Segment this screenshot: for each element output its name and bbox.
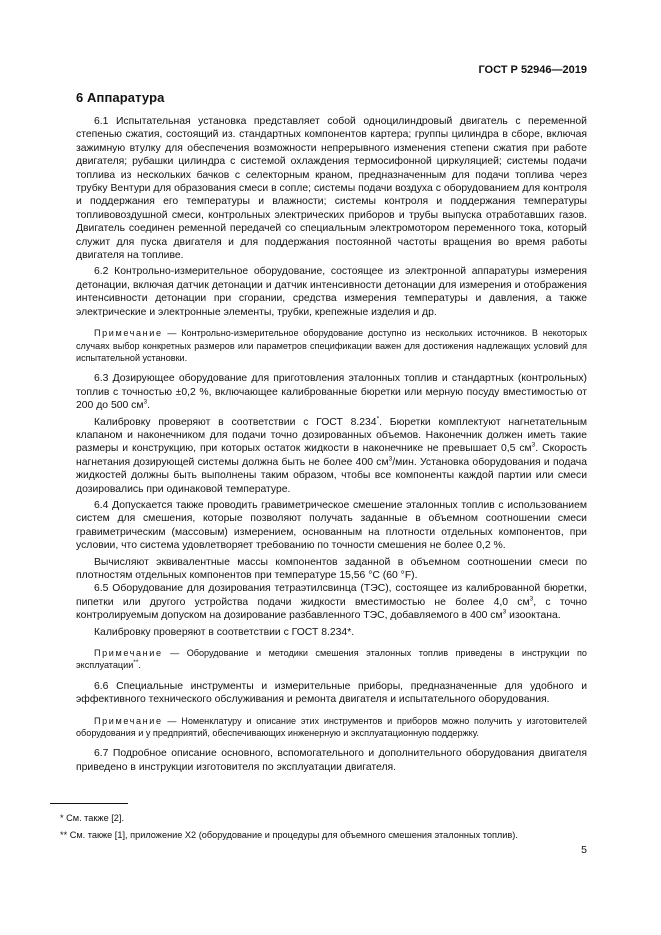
note-1	[76, 327, 587, 364]
text-run: 6.5 Оборудование для дозирования тетраэтилсвинца (ТЭС), состоящее из калиброванной бюретки, пипетки или другого устройства подачи жидкости вместимостью не более 4,0 см	[76, 583, 587, 608]
paragraph-6-1: 6.1 Испытательная установка представляет собой одноцилиндровый двигатель с переменной степенью сжатия, состоящий из. стандартных компонентов картера; группы цилиндра в сборе, включая зажимную втулку для обеспечения возможности непрерывного изменения степени сжатия при работе двигателя; рубашки цилиндра с системой охлаждения термосифонной циркуляцией; системы подачи топлива из нескольких бачков с селекторным краном, предназначенным для подачи топлива через трубку Вентури для образования смеси в сопле; системы подачи воздуха с оборудованием для контроля и поддержания его температуры и влажности; системы контроля и поддержания температуры топливовоздушной смеси, контрольных электрических приборов и трубы выпуска отработавших газов. Двигатель соединен ременной передачей со специальным электромотором переменного тока, который служит для пуска двигателя и для поддержания постоянной частоты вращения во время работы двигателя на топливе.	[76, 116, 587, 262]
superscript: 3	[143, 398, 148, 406]
footnote-ref: *	[376, 415, 380, 423]
superscript: 3	[388, 455, 393, 463]
paragraph-6-4: 6.4 Допускается также проводить гравиметрическое смешение эталонных топлив с использованием систем для смешения, которые позволяют получать заданные в объемном соотношении смеси гравиметрическим (массовым) измерением, основанным на плотности отдельных компонентов, при условии, что система удовлетворяет требованию по точности смешения не более 0,2 %.	[76, 499, 587, 552]
paragraph-6-3	[76, 372, 587, 412]
text-run: . Бюретки комплектуют нагнетательным клапаном и наконечником для подачи точно дозированных объемов. Наконечник должен иметь такие размеры и конструкцию, при которых остаток жидкости в наконечнике не превышает 0,5 см	[76, 416, 587, 455]
text-run: 6.3 Дозирующее оборудование для приготовления эталонных топлив и стандартных (контрольных) топлив с точностью ±0,2 %, включающее калиброванные бюретки или мерную посуду вместимостью от 200 до 500 см	[76, 373, 587, 412]
superscript: 3	[531, 441, 536, 449]
paragraph-6-2: 6.2 Контрольно-измерительное оборудование, состоящее из электронной аппаратуры измерения детонации, включая датчик детонации и датчик интенсивности детонации для измерения и отображения интенсивности детонации при сгорании, средства измерения температуры и давления, а также электрические и электронные элементы, трубки, крепежные изделия и др.	[76, 266, 587, 318]
note-label: Примечание	[94, 328, 163, 339]
text-run: /мин. Установка оборудования и подача жидкостей должны быть выполнены таким образом, чтобы все компоненты каждой партии или смеси дозировались при одинаковой температуре.	[76, 456, 587, 495]
paragraph-6-6: 6.6 Специальные инструменты и измерительные приборы, предназначенные для удобного и эффективного технического обслуживания и ремонта двигателя и испытательного оборудования.	[76, 680, 587, 706]
footnote-ref: **	[133, 659, 139, 667]
text-run: , с точно контролируемым допуском на дозирование разбавленного ТЭС, добавляемого в 400 см	[76, 596, 587, 622]
footnote-2: ** См. также [1], приложение Х2 (оборудование и процедуры для объемного смешения эталонных топлив).	[60, 830, 518, 840]
note-text: — Оборудование и методики смешения эталонных топлив приведены в инструкции по эксплуатации	[76, 648, 587, 671]
note-text: — Контрольно-измерительное оборудование доступно из нескольких источников. В некоторых случаях выбор конкретных размеров или параметров спецификации важен для достижения надлежащих условий для испытательной установки.	[76, 328, 587, 363]
footnotes	[50, 803, 595, 846]
footnote-1: * См. также [2].	[60, 813, 124, 823]
note-label: Примечание	[94, 715, 163, 726]
footnote-divider	[50, 803, 128, 804]
text-run: . Скорость нагнетания дозирующей системы должна быть не более 400 см	[76, 443, 587, 468]
page-number: 5	[581, 844, 587, 856]
paragraph-6-5	[76, 582, 587, 622]
standard-number: ГОСТ Р 52946—2019	[478, 64, 587, 76]
text-run: Калибровку проверяют в соответствии с ГОСТ 8.234	[94, 416, 377, 428]
paragraph-6-3-calibration	[76, 416, 587, 496]
paragraph-6-4-mass: Вычисляют эквивалентные массы компонентов заданной в объемном соотношении смеси по плотностям отдельных компонентов при температуре 15,56 °С (60 °F).	[76, 556, 587, 581]
section-content	[76, 90, 587, 774]
text-run: .	[147, 400, 151, 412]
text-run: .	[138, 660, 141, 671]
paragraph-6-7: 6.7 Подробное описание основного, вспомогательного и дополнительного оборудования двигателя приведено в инструкции изготовителя по эксплуатации двигателя.	[76, 748, 587, 773]
note-2	[76, 647, 587, 672]
note-label: Примечание	[94, 648, 163, 659]
superscript: 3	[529, 595, 534, 603]
section-title: 6 Аппаратура	[76, 90, 165, 105]
paragraph-6-5-calibration: Калибровку проверяют в соответствии с ГОСТ 8.234*.	[94, 626, 355, 638]
note-3	[76, 715, 587, 740]
superscript: 3	[502, 608, 507, 616]
note-text: — Номенклатуру и описание этих инструментов и приборов можно получить у изготовителей оборудования и у предприятий, обеспечивающих инженерную и эксплуатационную поддержку.	[76, 715, 587, 739]
text-run: изооктана.	[506, 610, 561, 622]
